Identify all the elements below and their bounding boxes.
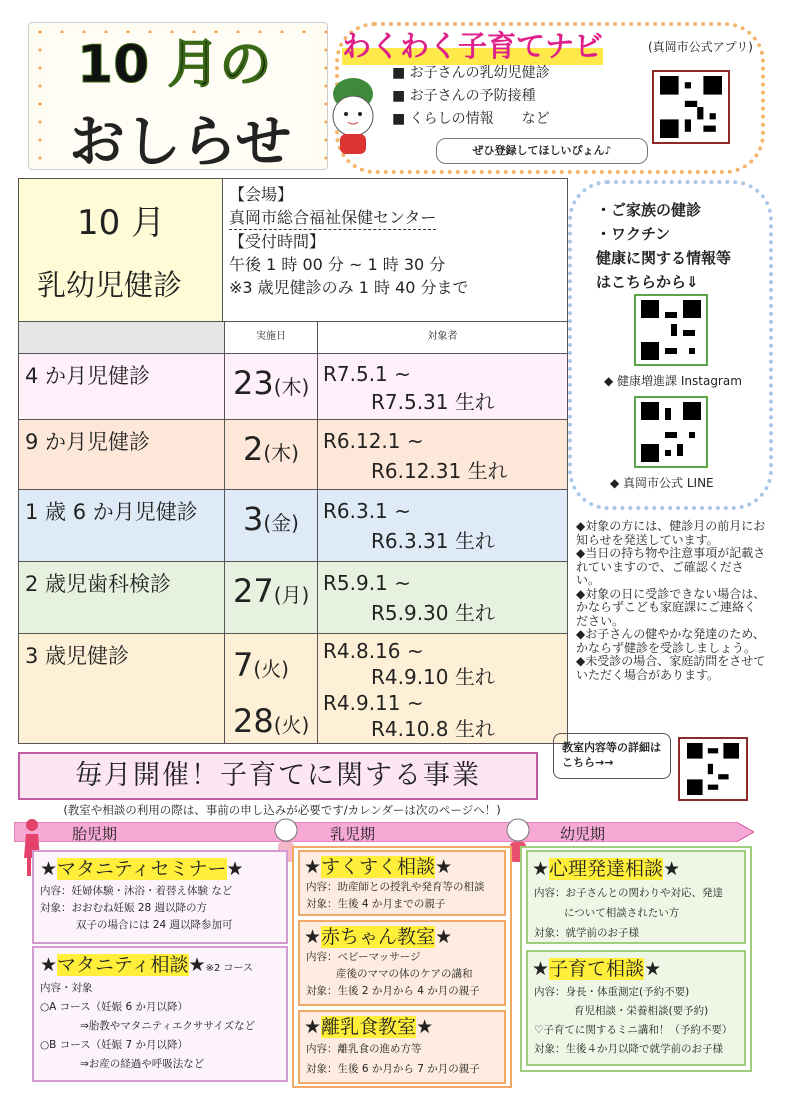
target-from: R6.12.1 ~ [323, 429, 424, 453]
exam-weekday: (火) [253, 657, 289, 681]
table-row [18, 420, 568, 490]
event-detail: 内容：お子さんとの関わりや対応、発達 [534, 887, 723, 899]
event-detail: 内容：身長・体重測定(予約不要) [534, 986, 690, 998]
notes-list [576, 520, 766, 682]
event-detail: 対象：生後４か月以降で就学前のお子様 [534, 1043, 723, 1055]
page-title-line2: おしらせ [69, 110, 292, 175]
col-target-header: 対象者 [318, 322, 567, 353]
childcare-consult-box: ★子育て相談★ 内容：身長・体重測定(予約不要) 育児相談・栄養相談(要予約) ♡子育てに関するミニ講和！（予約不要） 対象：生後４か月以降で就学前のお子様 [526, 950, 746, 1066]
event-detail: 内容：妊婦体験・沐浴・着替え体験 など [40, 885, 233, 897]
events-banner: 毎月開催！子育てに関する事業 [18, 752, 538, 800]
note-item: ◆当日の持ち物や注意事項が記載されていますので、ご確認ください。 [576, 546, 766, 587]
exam-weekday: (月) [273, 583, 310, 607]
time-text: 午後 1 時 00 分 ~ 1 時 30 分 [229, 255, 446, 274]
stage-label: 乳児期 [330, 825, 376, 843]
checkup-type: 4 か月児健診 [25, 364, 151, 388]
health-info-line: はこちらから⇓ [596, 273, 699, 291]
target-to: R5.9.30 生れ [371, 601, 495, 625]
event-detail: 育児相談・栄養相談(要予約) [574, 1005, 709, 1017]
event-title: マタニティ相談 [57, 954, 189, 976]
event-title: 心理発達相談 [549, 858, 664, 880]
app-feature: ■ くらしの情報 など [392, 111, 550, 127]
line-label: ◆ 真岡市公式 LINE [610, 476, 714, 490]
checkup-type: 9 か月児健診 [25, 430, 151, 454]
exam-weekday: (火) [273, 713, 310, 737]
target-to: R4.10.8 生れ [371, 717, 495, 741]
table-row [18, 490, 568, 562]
health-info-line: 健康に関する情報等 [596, 249, 732, 267]
event-detail: 対象：おおむね妊娠 28 週以降の方 [40, 902, 208, 914]
event-detail: ⇒胎教やマタニティエクササイズなど [80, 1020, 256, 1032]
event-detail: 内容・対象 [40, 982, 93, 994]
mascot-illustration [318, 66, 388, 162]
note-item: ◆お子さんの健やかな発達のため、かならず健診を受診しましょう。 [576, 627, 765, 655]
exam-day: 23 [233, 364, 274, 402]
health-info-line: ・ご家族の健診 [596, 201, 702, 219]
target-to: R6.3.31 生れ [371, 529, 495, 553]
checkup-month: 10 月 [77, 203, 166, 243]
exam-day: 7 [233, 646, 254, 684]
event-detail: 対象：生後 2 か月から 4 か月の親子 [306, 985, 480, 997]
stage-label: 胎児期 [72, 825, 118, 843]
table-row [18, 562, 568, 634]
app-subtitle: (真岡市公式アプリ) [648, 40, 753, 54]
exam-weekday: (金) [263, 511, 299, 535]
health-info-text [596, 198, 731, 294]
event-title: マタニティセミナー [57, 858, 227, 880]
app-feature-list [392, 62, 550, 131]
event-detail: ♡子育てに関するミニ講和！（予約不要） [534, 1024, 733, 1036]
checkup-type: 3 歳児健診 [25, 644, 130, 668]
checkup-heading-cell [18, 178, 223, 322]
psych-consult-box: ★心理発達相談★ 内容：お子さんとの関わりや対応、発達 について相談されたい方 対象：就学前のお子様 [526, 850, 746, 944]
health-info-line: ・ワクチン [596, 225, 671, 243]
sukusuku-box: ★すくすく相談★ 内容：助産師との授乳や発育等の相談 対象：生後 4 か月までの親子 [298, 850, 506, 916]
target-from: R4.9.11 ~ [323, 691, 424, 715]
exam-day: 3 [243, 500, 264, 538]
page-title-line1: 10 月の [77, 35, 272, 95]
exam-weekday: (木) [273, 375, 310, 399]
exam-weekday: (木) [263, 441, 299, 465]
table-row [18, 354, 568, 420]
events-banner-note: (教室や相談の利用の際は、事前の申し込みが必要です/カレンダーは次のページへ！) [63, 803, 501, 817]
exam-day: 2 [243, 430, 264, 468]
time-note: ※3 歳児健診のみ 1 時 40 分まで [229, 278, 469, 297]
exam-day: 27 [233, 572, 274, 610]
event-detail: 対象：生後 4 か月までの親子 [306, 898, 446, 910]
target-from: R5.9.1 ~ [323, 571, 411, 595]
event-title: 離乳食教室 [321, 1016, 417, 1038]
app-feature: ■ お子さんの予防接種 [392, 88, 536, 104]
baby-class-box: ★赤ちゃん教室★ 内容：ベビーマッサージ 産後のママの体のケアの講和 対象：生後 2 か月から 4 か月の親子 [298, 920, 506, 1006]
app-name: わくわく子育てナビ [342, 24, 603, 65]
exam-day: 28 [233, 702, 274, 740]
event-detail: 対象：生後 6 か月から 7 か月の親子 [306, 1063, 480, 1075]
target-to: R6.12.31 生れ [371, 459, 508, 483]
target-from: R4.8.16 ~ [323, 639, 424, 663]
event-detail: 産後のママの体のケアの講和 [336, 968, 473, 980]
event-suffix: ※2 コース [205, 963, 253, 974]
checkup-info-cell [223, 178, 568, 322]
checkup-name: 乳幼児健診 [37, 268, 183, 302]
details-qr-code[interactable] [678, 737, 748, 801]
event-detail: ○B コース（妊娠 7 か月以降） [40, 1039, 189, 1051]
table-row [18, 634, 568, 744]
line-qr-code[interactable] [634, 396, 708, 468]
event-detail: 内容：助産師との授乳や発育等の相談 [306, 881, 485, 893]
target-from: R6.3.1 ~ [323, 499, 411, 523]
event-detail: ⇒お産の経過や呼吸法など [80, 1058, 205, 1070]
event-detail: 対象：就学前のお子様 [534, 927, 639, 939]
maternity-seminar-box: ★マタニティセミナー★ 内容：妊婦体験・沐浴・着替え体験 など 対象：おおむね妊娠 28 週以降の方 双子の場合には 24 週以降参加可 [32, 850, 288, 944]
app-feature: ■ お子さんの乳幼児健診 [392, 65, 550, 81]
target-from: R7.5.1 ~ [323, 362, 411, 386]
event-detail: ○A コース（妊娠 6 か月以降） [40, 1001, 189, 1013]
event-title: 赤ちゃん教室 [321, 926, 436, 948]
checkup-type: 1 歳 6 か月児健診 [25, 500, 198, 524]
event-detail: について相談されたい方 [564, 907, 680, 919]
event-title: 子育て相談 [549, 958, 645, 980]
target-to: R4.9.10 生れ [371, 665, 495, 689]
note-item: ◆未受診の場合、家庭訪問をさせていただく場合があります。 [576, 654, 766, 682]
venue-text: 真岡市総合福祉保健センター [229, 206, 436, 230]
app-qr-code[interactable] [652, 70, 730, 144]
event-detail: 内容：離乳食の進め方等 [306, 1043, 422, 1055]
instagram-qr-code[interactable] [634, 294, 708, 366]
checkup-type: 2 歳児歯科検診 [25, 572, 172, 596]
speech-bubble: ぜひ登録してほしいぴょん♪ [436, 138, 648, 164]
weaning-class-box: ★離乳食教室★ 内容：離乳食の進め方等 対象：生後 6 か月から 7 か月の親子 [298, 1010, 506, 1084]
event-detail: 内容：ベビーマッサージ [306, 951, 421, 963]
time-label: 【受付時間】 [229, 232, 326, 251]
col-date-header: 実施日 [224, 322, 318, 353]
note-item: ◆対象の日に受診できない場合は、かならずこども家庭課にご連絡ください。 [576, 586, 766, 628]
table-header-row [18, 322, 568, 354]
event-detail: 双子の場合には 24 週以降参加可 [76, 919, 233, 931]
maternity-consult-box: ★マタニティ相談★※2 コース 内容・対象 ○A コース（妊娠 6 か月以降） ⇒胎教やマタニティエクササイズなど ○B コース（妊娠 7 か月以降） ⇒お産の経過や呼吸法など [32, 946, 288, 1082]
stage-label: 幼児期 [560, 825, 606, 843]
event-title: すくすく相談 [321, 856, 436, 878]
venue-label: 【会場】 [229, 185, 294, 204]
instagram-label: ◆ 健康増進課 Instagram [604, 374, 742, 388]
target-to: R7.5.31 生れ [371, 390, 495, 414]
details-callout: 教室内容等の詳細はこちら→→ [553, 733, 671, 779]
stage-arrow [14, 822, 754, 842]
note-item: ◆対象の方には、健診月の前月にお知らせを発送しています。 [576, 519, 766, 547]
title-panel [28, 22, 328, 175]
